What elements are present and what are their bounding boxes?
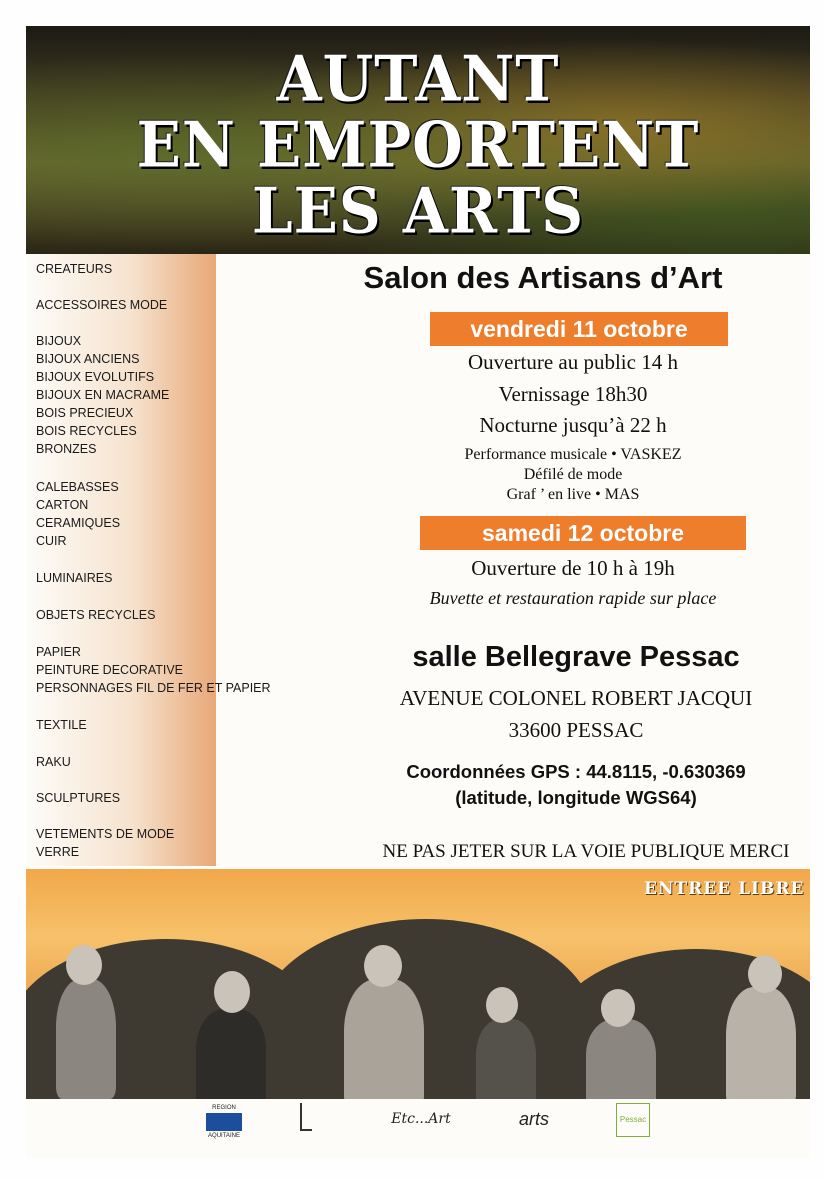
gps-datum: (latitude, longitude WGS64) — [455, 787, 697, 808]
salon-subtitle: Salon des Artisans d’Art — [363, 260, 723, 295]
council-emblem-icon — [300, 1103, 312, 1131]
artisan-figure — [476, 1019, 536, 1099]
friday-event-graf: Graf ’ en live • MAS — [506, 486, 640, 503]
craft-item: VERRE — [36, 845, 80, 859]
gps-coordinates: Coordonnées GPS : 44.8115, -0.630369 — [406, 761, 746, 782]
pessac-logo: Pessac — [616, 1103, 650, 1137]
craft-item: BIJOUX EN MACRAME — [36, 388, 170, 402]
artisan-head — [364, 945, 402, 987]
silhouette-hill — [256, 919, 596, 1099]
craft-item: CARTON — [36, 498, 89, 512]
craft-item: BRONZES — [36, 442, 97, 456]
craft-item: CUIR — [36, 534, 67, 548]
craft-item: PAPIER — [36, 645, 81, 659]
craft-item: PERSONNAGES FIL DE FER ET PAPIER — [36, 681, 271, 695]
sponsor-logos — [26, 1099, 810, 1158]
craft-item: TEXTILE — [36, 718, 87, 732]
craft-item: PEINTURE DECORATIVE — [36, 663, 184, 677]
artisan-figure — [196, 1009, 266, 1099]
friday-vernissage: Vernissage 18h30 — [498, 382, 648, 406]
craft-item: CALEBASSES — [36, 480, 119, 494]
poster — [26, 26, 810, 1158]
title-line-3: LES ARTS — [251, 174, 585, 248]
aquitaine-emblem-icon — [206, 1113, 242, 1131]
council-logo — [276, 1103, 336, 1143]
title-line-2: EN EMPORTENT — [136, 108, 700, 182]
craft-item: VETEMENTS DE MODE — [36, 827, 175, 841]
title-line-1: AUTANT — [276, 42, 560, 116]
region-aquitaine-logo — [198, 1105, 250, 1139]
etc-art-logo: Etc...Art — [391, 1111, 451, 1127]
date-banner-friday: vendredi 11 octobre — [430, 312, 728, 346]
friday-nocturne: Nocturne jusqu’à 22 h — [479, 413, 667, 437]
poster-title — [26, 42, 810, 248]
friday-opening: Ouverture au public 14 h — [468, 350, 678, 374]
arts-logo: arts — [518, 1109, 549, 1129]
craft-item: BOIS PRECIEUX — [36, 406, 134, 420]
crafts-column — [26, 254, 271, 866]
artisan-figure — [344, 979, 424, 1099]
saturday-hours: Ouverture de 10 h à 19h — [471, 556, 675, 580]
friday-event-music: Performance musicale • VASKEZ — [464, 446, 682, 463]
artisan-head — [748, 955, 782, 993]
craft-item: BIJOUX ANCIENS — [36, 352, 140, 366]
saturday-food: Buvette et restauration rapide sur place — [429, 588, 717, 608]
region-label: REGION — [212, 1105, 236, 1111]
litter-notice: NE PAS JETER SUR LA VOIE PUBLIQUE MERCI — [382, 841, 790, 862]
craft-item: OBJETS RECYCLES — [36, 608, 156, 622]
venue-city: 33600 PESSAC — [508, 718, 644, 742]
craft-item: BIJOUX — [36, 334, 82, 348]
craft-item: CREATEURS — [36, 262, 113, 276]
entree-libre-stamp: ENTREE LIBRE — [644, 879, 805, 899]
aquitaine-label: AQUITAINE — [208, 1133, 240, 1139]
header-banner — [26, 26, 810, 254]
craft-item: SCULPTURES — [36, 791, 121, 805]
artisans-illustration — [26, 869, 810, 1099]
artisan-figure — [726, 987, 796, 1099]
craft-item: BIJOUX EVOLUTIFS — [36, 370, 155, 384]
craft-item: BOIS RECYCLES — [36, 424, 137, 438]
artisan-head — [601, 989, 635, 1027]
artisan-head — [66, 945, 102, 985]
craft-item: RAKU — [36, 755, 71, 769]
artisan-head — [214, 971, 250, 1013]
date-banner-saturday: samedi 12 octobre — [420, 516, 746, 550]
venue-street: AVENUE COLONEL ROBERT JACQUI — [399, 686, 753, 710]
venue-name: salle Bellegrave Pessac — [412, 641, 740, 673]
friday-event-fashion: Défilé de mode — [523, 466, 623, 483]
artisan-figure — [56, 979, 116, 1099]
craft-item: ACCESSOIRES MODE — [36, 298, 168, 312]
artisan-head — [486, 987, 518, 1023]
artisan-figure — [586, 1019, 656, 1099]
craft-item: LUMINAIRES — [36, 571, 113, 585]
craft-item: CERAMIQUES — [36, 516, 121, 530]
